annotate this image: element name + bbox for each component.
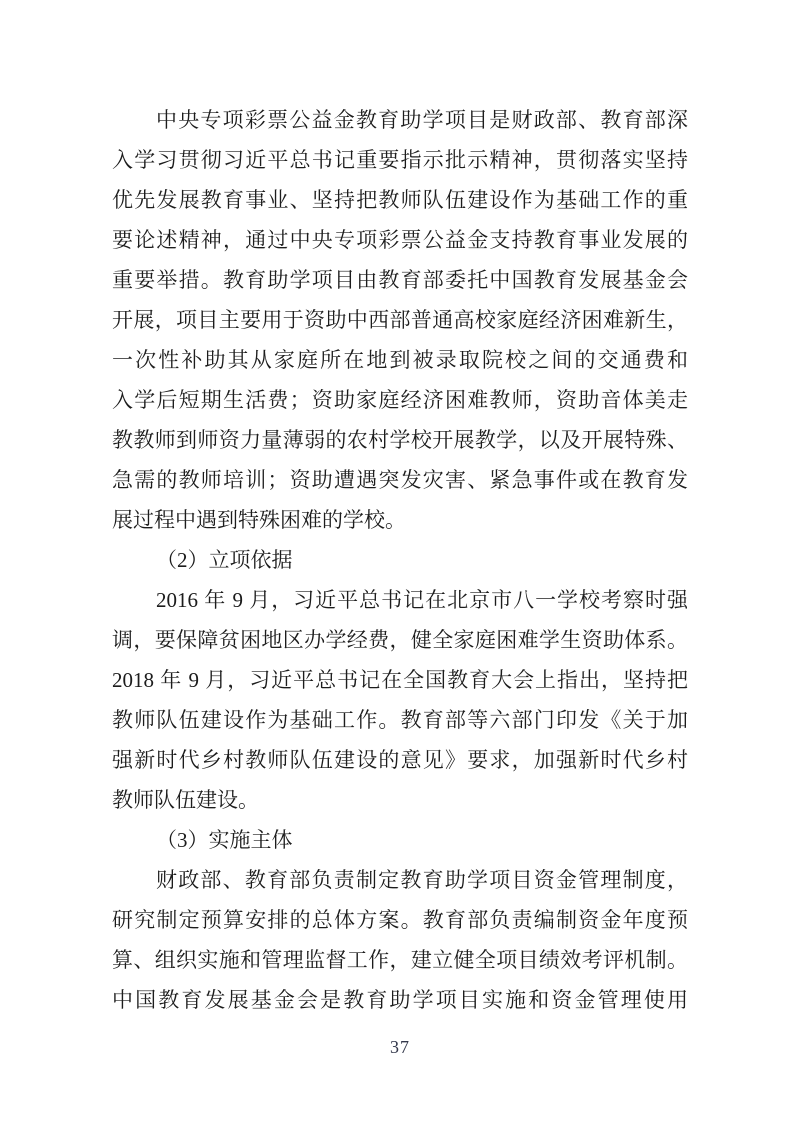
text-line: 2016 年 9 月，习近平总书记在北京市八一学校考察时强 bbox=[156, 588, 688, 612]
text-line: 展过程中遇到特殊困难的学校。 bbox=[112, 508, 406, 532]
text-line: 急需的教师培训；资助遭遇突发灾害、紧急事件或在教育发 bbox=[112, 468, 688, 492]
text-line: 教师队伍建设。 bbox=[112, 788, 259, 812]
text-line: 重要举措。教育助学项目由教育部委托中国教育发展基金会 bbox=[112, 268, 688, 292]
text-line: 入学习贯彻习近平总书记重要指示批示精神，贯彻落实坚持 bbox=[112, 148, 688, 172]
text-line: 优先发展教育事业、坚持把教师队伍建设作为基础工作的重 bbox=[112, 188, 688, 212]
text-line: 调，要保障贫困地区办学经费，健全家庭困难学生资助体系。 bbox=[112, 628, 688, 652]
text-line: 中国教育发展基金会是教育助学项目实施和资金管理使用 bbox=[112, 988, 688, 1012]
text-line: 教教师到师资力量薄弱的农村学校开展教学，以及开展特殊、 bbox=[112, 428, 688, 452]
text-line: 入学后短期生活费；资助家庭经济困难教师，资助音体美走 bbox=[112, 388, 688, 412]
text-line: 财政部、教育部负责制定教育助学项目资金管理制度， bbox=[156, 868, 688, 892]
text-line: 要论述精神，通过中央专项彩票公益金支持教育事业发展的 bbox=[112, 228, 688, 252]
text-line: 中央专项彩票公益金教育助学项目是财政部、教育部深 bbox=[156, 108, 688, 132]
text-line: （3）实施主体 bbox=[156, 828, 293, 852]
page-number: 37 bbox=[390, 1037, 410, 1057]
text-line: 教师队伍建设作为基础工作。教育部等六部门印发《关于加 bbox=[112, 708, 688, 732]
text-line: （2）立项依据 bbox=[156, 548, 293, 572]
text-line: 开展，项目主要用于资助中西部普通高校家庭经济困难新生， bbox=[112, 308, 688, 332]
body-text bbox=[112, 100, 688, 1020]
text-line: 2018 年 9 月，习近平总书记在全国教育大会上指出，坚持把 bbox=[112, 668, 688, 692]
text-line: 强新时代乡村教师队伍建设的意见》要求，加强新时代乡村 bbox=[112, 748, 688, 772]
text-line: 研究制定预算安排的总体方案。教育部负责编制资金年度预 bbox=[112, 908, 688, 932]
text-line: 算、组织实施和管理监督工作，建立健全项目绩效考评机制。 bbox=[112, 948, 688, 972]
text-line: 一次性补助其从家庭所在地到被录取院校之间的交通费和 bbox=[112, 348, 688, 372]
